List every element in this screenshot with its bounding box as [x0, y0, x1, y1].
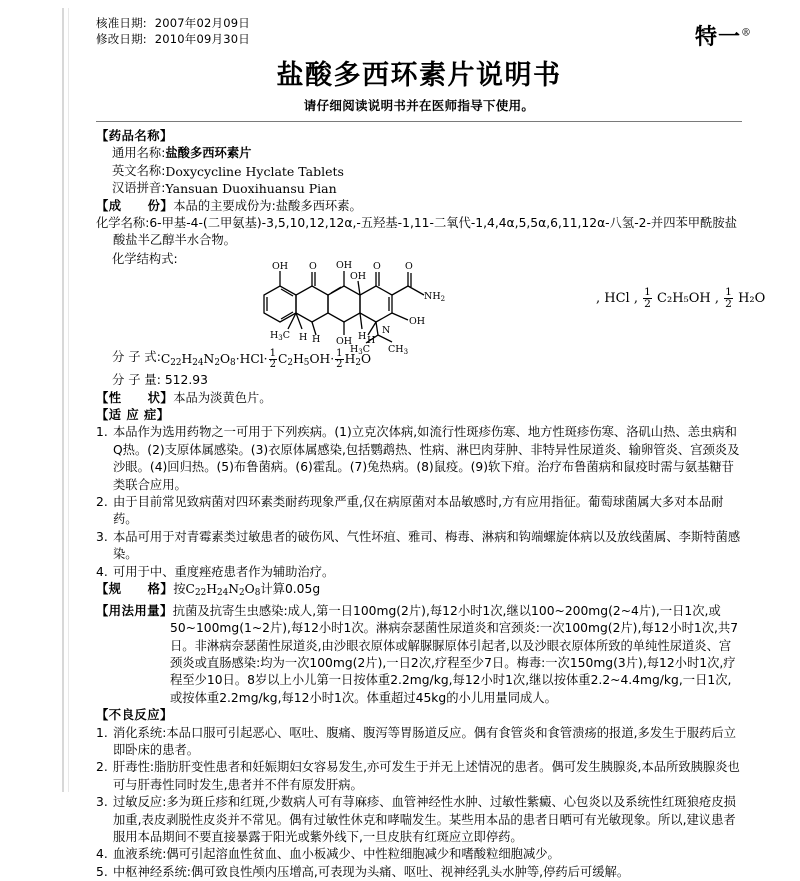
- adverse-text: [113, 864, 742, 881]
- specification-heading-open: 【规: [96, 582, 122, 597]
- molecular-weight-value: 512.93: [164, 373, 208, 388]
- label-h3c-1: $H_3C$: [270, 329, 291, 342]
- molecular-formula-value: $C_{22}H_{24}N_2O_8\cdot HCl\cdot$ $\frac{1}{2}$ $C_2H_5OH\cdot$ $\frac{1}{2}$ $H_2O$: [160, 347, 372, 371]
- approval-date-label: 核准日期:: [96, 16, 147, 30]
- adverse-text: [113, 759, 742, 794]
- specification-prefix: 按: [173, 582, 186, 597]
- dosage-text: 抗菌及抗寄生虫感染:成人,第一日100mg(2片),每12小时1次,继以100~200mg(2~4片),一日1次,或50~100mg(1~2片),每12小时1次。淋病奈瑟菌性尿道炎和宫颈炎:一次100mg(2片),每12小时1次,共7日。非淋病奈瑟菌性尿道炎,由沙眼衣原体或解脲脲原体引起者,以及沙眼衣原体所致的单纯性尿道炎、宫颈炎或直肠感染:均为一次100mg(2片),一日2次,疗程至少7日。梅毒:一次150mg(3片),每12小时1次,疗程至少10日。8岁以上小儿第一日按体重2.2mg/kg,每12小时1次,继以按体重2.2~4.4mg/kg,一日1次,或按体重2.2mg/kg,每12小时1次。体重超过45kg的小儿用量同成人。: [170, 603, 739, 705]
- indication-text: 由于目前常见致病菌对四环素类耐药现象严重,仅在病原菌对本品敏感时,方有应用指征。葡萄球菌属大多对本品耐药。: [113, 495, 724, 527]
- pinyin-row: [96, 180, 742, 197]
- structure-label: 化学结构式:: [112, 251, 178, 266]
- section-dosage: [96, 603, 742, 707]
- adverse-number: 4.: [96, 847, 108, 862]
- adverse-text: [113, 794, 742, 846]
- english-name-value: Doxycycline Hyclate Tablets: [165, 163, 344, 179]
- adverse-body: 多为斑丘疹和红斑,少数病人可有荨麻疹、血管神经性水肿、过敏性紫癜、心包炎以及系统性红斑狼疮皮损加重,表皮剥脱性皮炎并不常见。偶有过敏性休克和哮喘发生。某些用本品的患者日晒可有光敏现象。所以,建议患者服用本品期间不要直接暴露于阳光或紫外线下,一旦皮肤有红斑应立即停药。: [113, 795, 736, 844]
- adverse-label: 消化系统:: [113, 725, 167, 740]
- adverse-label: 中枢神经系统:: [113, 864, 191, 879]
- label-n: N: [382, 324, 391, 336]
- chemical-structure-block: [96, 251, 766, 356]
- page-title: 盐酸多西环素片说明书: [276, 60, 562, 91]
- adverse-label: 血液系统:: [113, 847, 167, 862]
- section-specification: [96, 581, 742, 603]
- english-name-label: 英文名称:: [112, 163, 166, 178]
- adverse-number: 1.: [96, 725, 108, 740]
- molecular-formula-row: [96, 349, 742, 372]
- label-oh-5: OH: [336, 335, 353, 347]
- chemical-name-row: [96, 215, 742, 250]
- brand-logo-text: 特一: [694, 24, 741, 50]
- indication-number: 2.: [96, 495, 108, 510]
- list-item: [96, 864, 742, 881]
- section-adverse-reactions: [96, 707, 742, 881]
- salt-hcl: , HCl ,: [596, 290, 638, 306]
- specification-suffix: 计算0.05g: [260, 582, 321, 597]
- list-item: [96, 424, 742, 494]
- section-composition: [96, 198, 766, 390]
- adverse-number: 3.: [96, 795, 108, 810]
- composition-heading-close: 份】: [147, 198, 174, 213]
- label-h-4: H: [367, 334, 376, 346]
- molecular-weight-row: [96, 372, 742, 389]
- approval-date-value: 2007年02月09日: [154, 16, 250, 30]
- indication-text: 本品可用于对青霉素类过敏患者的破伤风、气性坏疽、雅司、梅毒、淋病和钩端螺旋体病以及放线菌属、李斯特菌感染。: [113, 529, 741, 562]
- indication-text: 本品作为选用药物之一可用于下列疾病。(1)立克次体病,如流行性斑疹伤寒、地方性斑疹伤寒、洛矶山热、恙虫病和Q热。(2)支原体属感染。(3)衣原体属感染,包括鹦鹉热、性病、淋巴肉芽肿、非特异性尿道炎、输卵管炎、宫颈炎及沙眼。(4)回归热。(5)布鲁菌病。(6)霍乱。(7)兔热病。(8)鼠疫。(9)软下疳。治疗布鲁菌病和鼠疫时需与氨基糖苷类联合应用。: [113, 425, 740, 492]
- indication-text: 可用于中、重度痤疮患者作为辅助治疗。: [113, 564, 335, 579]
- composition-intro: 本品的主要成份为:盐酸多西环素。: [173, 198, 362, 213]
- header-divider: [96, 121, 742, 122]
- page-border-left-inner: [68, 8, 69, 792]
- list-item: [96, 759, 742, 794]
- section-character: [96, 390, 742, 407]
- label-oh-2: OH: [336, 259, 353, 271]
- brand-logo: [695, 20, 752, 51]
- adverse-label: 肝毒性:: [113, 760, 155, 775]
- label-h-2: H: [312, 333, 321, 345]
- section-drug-name: [96, 128, 742, 198]
- molecular-weight-label: 分 子 量:: [112, 373, 161, 388]
- adverse-label: 过敏反应:: [113, 795, 167, 810]
- character-heading-close: 状】: [147, 390, 174, 405]
- page-border-left: [62, 8, 64, 792]
- drug-name-heading: 【药品名称】: [96, 129, 173, 143]
- list-item: [96, 494, 742, 529]
- chemical-structure-diagram: [246, 249, 586, 356]
- salt-half-2: $\frac{1}{2}$: [725, 284, 732, 310]
- label-o-2: O: [373, 260, 381, 272]
- generic-name-label: 通用名称:: [112, 146, 166, 161]
- list-item: [96, 529, 742, 564]
- character-value: 本品为淡黄色片。: [173, 390, 272, 405]
- adverse-text: [113, 725, 742, 760]
- document-header: [96, 16, 752, 58]
- registered-trademark-icon: ®: [741, 27, 752, 39]
- salt-water: H₂O: [738, 290, 766, 306]
- approval-date-row: [96, 16, 742, 32]
- molecular-formula-label: 分 子 式:: [112, 349, 161, 364]
- label-oh-1: OH: [272, 260, 289, 272]
- adverse-body: 本品口服可引起恶心、呕吐、腹痛、腹泻等胃肠道反应。偶有食管炎和食管溃疡的报道,多发生于服药后立即卧床的患者。: [113, 725, 736, 757]
- indication-number: 4.: [96, 564, 108, 579]
- date-block: [96, 16, 742, 47]
- adverse-number: 2.: [96, 760, 108, 775]
- pinyin-label: 汉语拼音:: [112, 181, 166, 196]
- section-indications: [96, 407, 742, 581]
- label-h-3: H: [358, 330, 367, 342]
- label-h-1: H: [299, 331, 308, 343]
- dosage-heading: 【用法用量】: [96, 603, 173, 618]
- list-item: [96, 846, 742, 863]
- specification-formula: $C_{22}H_{24}N_2O_8$: [185, 582, 261, 599]
- revision-date-label: 修改日期:: [96, 31, 147, 46]
- specification-heading-close: 格】: [147, 582, 174, 597]
- adverse-text: [113, 846, 742, 863]
- indication-number: 1.: [96, 425, 108, 440]
- english-name-row: [96, 163, 742, 180]
- chemical-name-label: 化学名称:: [96, 216, 150, 231]
- label-nh2: $NH_2$: [424, 290, 446, 303]
- label-oh-4: OH: [409, 315, 426, 327]
- adverse-body: 脂肪肝变性患者和妊娠期妇女容易发生,亦可发生于并无上述情况的患者。偶可发生胰腺炎,本品所致胰腺炎也可与肝毒性同时发生,患者并不伴有原发肝病。: [113, 760, 740, 792]
- indication-number: 3.: [96, 529, 108, 544]
- insert-content: [96, 16, 766, 881]
- revision-date-value: 2010年09月30日: [154, 31, 250, 46]
- adverse-body: 偶可致良性颅内压增高,可表现为头痛、呕吐、视神经乳头水肿等,停药后可缓解。: [190, 864, 630, 879]
- chemical-name-value: 6-甲基-4-(二甲氨基)-3,5,10,12,12α,-五羟基-1,11-二氧代-1,4,4α,5,5α,6,11,12α-八氢-2-并四苯甲酰胺盐酸盐半乙醇半水合物。: [113, 216, 737, 248]
- revision-date-row: [96, 32, 742, 48]
- generic-name-value: 盐酸多西环素片: [165, 146, 252, 161]
- character-heading-open: 【性: [96, 390, 122, 405]
- label-h3c-2: $H_3C$: [350, 343, 371, 356]
- label-oh-3: OH: [350, 270, 367, 282]
- adverse-heading: 【不良反应】: [96, 708, 173, 723]
- salt-ethanol: C₂H₅OH ,: [657, 290, 720, 306]
- pinyin-value: Yansuan Duoxihuansu Pian: [165, 181, 337, 197]
- list-item: [96, 725, 742, 760]
- adverse-body: 偶可引起溶血性贫血、血小板减少、中性粒细胞减少和嗜酸粒细胞减少。: [166, 847, 560, 862]
- label-o-1: O: [309, 260, 317, 272]
- label-ch3: $CH_3$: [388, 343, 409, 356]
- adverse-number: 5.: [96, 864, 108, 879]
- list-item: [96, 794, 742, 846]
- composition-heading-open: 【成: [96, 198, 122, 213]
- composition-heading-row: [96, 198, 742, 215]
- list-item: [96, 564, 742, 581]
- page-subtitle: 请仔细阅读说明书并在医师指导下使用。: [303, 98, 535, 113]
- salt-notation: [596, 284, 766, 310]
- generic-name-row: [96, 145, 742, 162]
- salt-half-1: $\frac{1}{2}$: [644, 284, 651, 310]
- indications-heading: 【适 应 症】: [96, 408, 170, 423]
- label-o-3: O: [405, 260, 413, 272]
